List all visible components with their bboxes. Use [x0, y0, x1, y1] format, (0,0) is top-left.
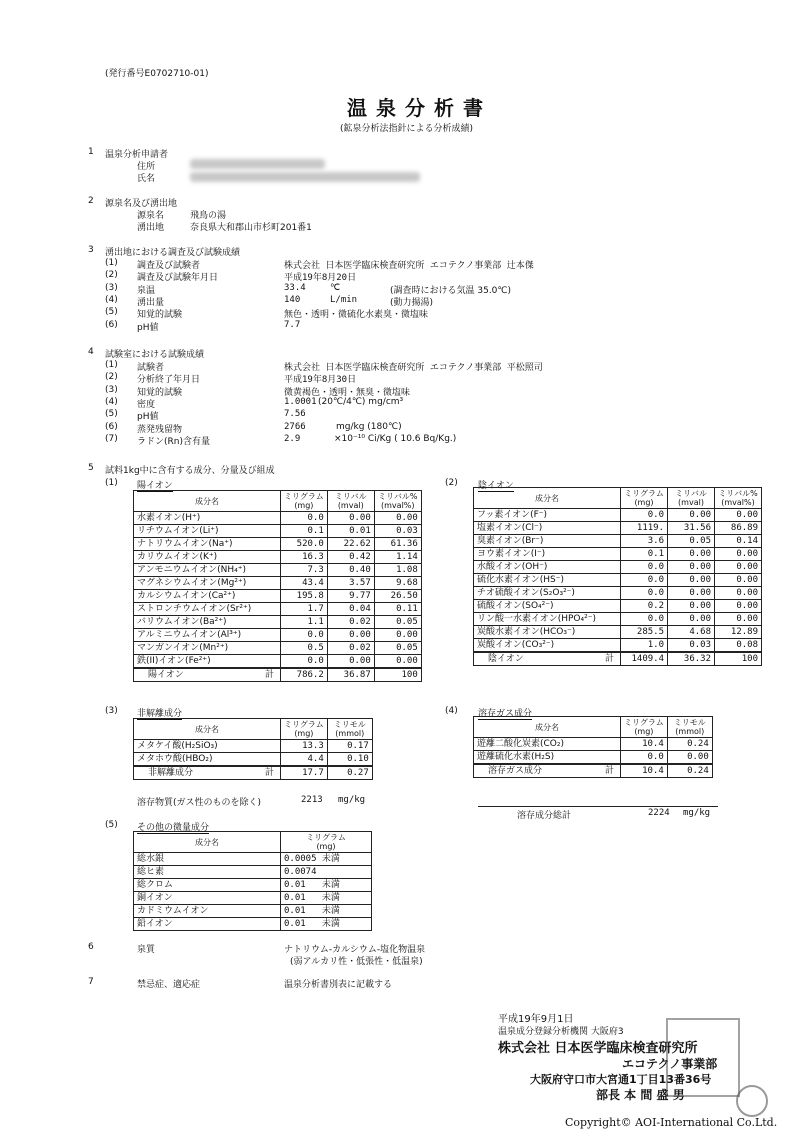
header-mg: ミリグラム (mg) [281, 832, 372, 853]
value-cell: 1.08 [374, 564, 421, 577]
dissolved-label: 溶存物質(ガス性のものを除く) [137, 798, 262, 808]
row-label: 蒸発残留物 [137, 424, 183, 435]
value-cell: 1.14 [374, 551, 421, 564]
value-cell: 0.00 [715, 613, 762, 626]
total-value-cell: 0.24 [667, 764, 712, 778]
value-cell: 0.00 [668, 509, 715, 522]
cations-title: 陽イオン [137, 478, 173, 492]
total-row [474, 652, 762, 666]
row-label: pH値 [137, 412, 159, 423]
value-cell: 0.00 [715, 574, 762, 587]
company-address: 大阪府守口市大宮通1丁目13番36号 [530, 1073, 712, 1086]
row-number: (1) [105, 360, 118, 370]
name-label: 氏名 [137, 174, 156, 184]
table-row [474, 738, 713, 751]
component-cell: 水素イオン(H⁺) [134, 512, 281, 525]
value-cell: 3.6 [621, 535, 668, 548]
row-number: (2) [105, 372, 118, 383]
value-cell: 195.8 [281, 590, 328, 603]
value-cell: 0.00 [327, 655, 374, 669]
row-label: 調査及び試験年月日 [137, 273, 219, 284]
value-cell: 12.89 [715, 626, 762, 639]
value-cell: 1.1 [281, 616, 328, 629]
value-cell: 0.10 [327, 753, 372, 767]
header-component: 成分名 [134, 719, 281, 740]
value-cell: 4.68 [668, 626, 715, 639]
total-row [474, 764, 713, 778]
value-cell: 0.00 [374, 512, 421, 525]
total-label-cell: 陰イオン 計 [474, 652, 621, 666]
header-component: 成分名 [134, 491, 281, 512]
row-number: (5) [105, 307, 118, 318]
table-row [474, 613, 762, 626]
header-mg: ミリグラム (mg) [621, 717, 668, 738]
value-cell: 9.77 [327, 590, 374, 603]
value-cell: 0.00 [667, 751, 712, 765]
table-row [134, 740, 373, 753]
company-name: 株式会社 日本医学臨床検査研究所 [498, 1041, 698, 1056]
value-cell: 0.11 [374, 603, 421, 616]
document-number: (発行番号E0702710-01) [105, 69, 209, 79]
value-cell: 0.00 [374, 655, 421, 669]
header-component: 成分名 [474, 717, 621, 738]
value-cell: 22.62 [327, 538, 374, 551]
value-cell: 0.0 [621, 751, 668, 765]
section-title: 源泉名及び湧出地 [105, 199, 178, 209]
row-number: (3) [105, 384, 118, 395]
subsection-number: (4) [445, 706, 458, 716]
value-cell: 0.03 [374, 525, 421, 538]
subsection-number: (1) [105, 478, 118, 488]
row-number: (1) [105, 258, 118, 268]
table-row [134, 892, 372, 905]
total-value-cell: 17.7 [281, 766, 328, 780]
component-cell: 総水銀 [134, 853, 281, 866]
component-cell: 炭酸水素イオン(HCO₃⁻) [474, 626, 621, 639]
component-cell: 遊離硫化水素(H₂S) [474, 751, 621, 765]
value-cell: 0.02 [327, 642, 374, 655]
total-label-cell: 非解離成分 計 [134, 766, 281, 780]
dissolved-total-unit: mg/kg [683, 808, 711, 818]
location-label: 湧出地 [137, 223, 165, 233]
gas-table [473, 716, 713, 778]
row-number: (4) [105, 396, 118, 407]
value-cell: 0.00 [668, 561, 715, 574]
value-cell: 0.01 未満 [281, 905, 372, 918]
subsection-number: (2) [445, 478, 458, 488]
row-label: 知覚的試験 [137, 310, 183, 321]
row-value: 2766 [284, 421, 306, 432]
table-row [474, 600, 762, 613]
value-cell: 16.3 [281, 551, 328, 564]
section-number: 7 [88, 977, 94, 987]
registration: 温泉成分登録分析機関 大阪府3 [498, 1027, 624, 1037]
section-number: 5 [88, 463, 94, 473]
row-unit: ℃ [330, 282, 341, 293]
value-cell: 0.00 [327, 629, 374, 642]
value-cell: 0.00 [668, 613, 715, 626]
value-cell: 0.05 [374, 616, 421, 629]
value-cell: 0.00 [668, 600, 715, 613]
value-cell: 520.0 [281, 538, 328, 551]
table-row [474, 751, 713, 765]
total-sum-label: 計 [604, 766, 614, 776]
value-cell: 0.5 [281, 642, 328, 655]
value-cell: 4.4 [281, 753, 328, 767]
component-cell: メタホウ酸(HBO₂) [134, 753, 281, 767]
component-cell: 水酸イオン(OH⁻) [474, 561, 621, 574]
table-row [134, 616, 422, 629]
value-cell: 0.00 [668, 587, 715, 600]
row-label: 湧出量 [137, 297, 165, 308]
table-row [474, 639, 762, 653]
row-value: 1.0001 [284, 396, 317, 407]
component-cell: 総ヒ素 [134, 866, 281, 879]
component-cell: 遊離二酸化炭素(CO₂) [474, 738, 621, 751]
location-value: 奈良県大和郡山市杉町201番1 [190, 223, 312, 233]
address-label: 住所 [137, 162, 156, 172]
document-title: 温泉分析書 [347, 96, 492, 120]
value-cell: 0.01 未満 [281, 918, 372, 931]
value-cell: 0.00 [374, 629, 421, 642]
table-row [134, 512, 422, 525]
indications-label: 禁忌症、適応症 [137, 980, 201, 990]
section-title: 試験室における試験成績 [105, 350, 205, 360]
company-seal-stamp [666, 1018, 740, 1097]
nondissociated-table [133, 718, 373, 780]
value-cell: 0.05 [668, 535, 715, 548]
value-cell: 0.01 未満 [281, 892, 372, 905]
table-row [134, 918, 372, 931]
component-cell: 鉄(II)イオン(Fe²⁺) [134, 655, 281, 669]
subsection-number: (3) [105, 706, 118, 716]
value-cell: 0.00 [715, 509, 762, 522]
total-value-cell: 10.4 [621, 764, 668, 778]
row-label: pH値 [137, 322, 159, 333]
value-cell: 13.3 [281, 740, 328, 753]
value-cell: 0.05 [374, 642, 421, 655]
value-cell: 0.04 [327, 603, 374, 616]
table-row [134, 866, 372, 879]
component-cell: リチウムイオン(Li⁺) [134, 525, 281, 538]
component-cell: メタケイ酸(H₂SiO₃) [134, 740, 281, 753]
value-cell: 0.2 [621, 600, 668, 613]
section-title: 湧出地における調査及び試験成績 [105, 248, 241, 258]
value-cell: 0.0 [621, 561, 668, 574]
total-sum-label: 計 [264, 768, 274, 778]
section-number: 1 [88, 147, 94, 157]
component-cell: アンモニウムイオン(NH₄⁺) [134, 564, 281, 577]
value-cell: 0.00 [715, 548, 762, 561]
source-value: 飛鳥の湯 [190, 211, 227, 221]
row-number: (6) [105, 319, 118, 330]
row-value: 7.7 [284, 319, 301, 330]
header-mg: ミリグラム (mg) [621, 488, 668, 509]
spring-quality-value: ナトリウム-カルシウム-塩化物温泉 [284, 945, 426, 955]
signer: 部長 本 間 盛 男 [596, 1088, 685, 1102]
component-cell: 銅イオン [134, 892, 281, 905]
row-value: 株式会社 日本医学臨床検査研究所 エコテクノ事業部 平松照司 [284, 363, 543, 373]
component-cell: カリウムイオン(K⁺) [134, 551, 281, 564]
value-cell: 0.0005 未満 [281, 853, 372, 866]
component-cell: バリウムイオン(Ba²⁺) [134, 616, 281, 629]
section-number: 4 [88, 347, 94, 357]
dissolved-total-label: 溶存成分総計 [517, 811, 572, 821]
dissolved-total-value: 2224 [648, 808, 670, 818]
row-value: 7.56 [284, 409, 306, 420]
header-component: 成分名 [134, 832, 281, 853]
trace-table [133, 831, 372, 931]
component-cell: ストロンチウムイオン(Sr²⁺) [134, 603, 281, 616]
header-component: 成分名 [474, 488, 621, 509]
value-cell: 0.0 [281, 655, 328, 669]
value-cell: 0.0 [281, 629, 328, 642]
row-extra: (調査時における気温 35.0℃) [390, 285, 512, 296]
value-cell: 0.14 [715, 535, 762, 548]
row-label: 知覚的試験 [137, 387, 183, 398]
component-cell: チオ硫酸イオン(S₂O₃²⁻) [474, 587, 621, 600]
value-cell: 0.01 [327, 525, 374, 538]
table-row [134, 590, 422, 603]
table-row [134, 753, 373, 767]
value-cell: 0.02 [327, 616, 374, 629]
table-row [134, 655, 422, 669]
table-row [474, 535, 762, 548]
value-cell: 0.0 [621, 613, 668, 626]
header-mmol: ミリモル (mmol) [667, 717, 712, 738]
table-row [134, 551, 422, 564]
row-value: 無色・透明・微硫化水素臭・微塩味 [284, 310, 429, 321]
component-cell: 塩素イオン(Cl⁻) [474, 522, 621, 535]
redacted-name [190, 172, 420, 182]
component-cell: ヨウ素イオン(I⁻) [474, 548, 621, 561]
value-cell: 0.00 [715, 561, 762, 574]
row-value: 平成19年8月20日 [284, 273, 357, 284]
total-value-cell: 0.27 [327, 766, 372, 780]
table-row [474, 548, 762, 561]
dissolved-unit: mg/kg [338, 795, 366, 805]
table-row [134, 879, 372, 892]
total-value-cell: 36.87 [327, 668, 374, 682]
value-cell: 0.00 [715, 600, 762, 613]
header-mvalpct: ミリバル% (mval%) [715, 488, 762, 509]
value-cell: 0.40 [327, 564, 374, 577]
header-mval: ミリバル (mval) [668, 488, 715, 509]
subsection-number: (5) [105, 820, 118, 830]
value-cell: 0.00 [327, 512, 374, 525]
section-number: 2 [88, 196, 94, 206]
value-cell: 0.03 [668, 639, 715, 653]
value-cell: 86.89 [715, 522, 762, 535]
row-extra: ×10⁻¹⁰ Ci/Kg ( 10.6 Bq/Kg.) [334, 433, 457, 444]
component-cell: カドミウムイオン [134, 905, 281, 918]
table-row [134, 853, 372, 866]
total-row [134, 766, 373, 780]
component-cell: 硫化水素イオン(HS⁻) [474, 574, 621, 587]
row-label: 分析終了年月日 [137, 375, 201, 386]
row-value: 株式会社 日本医学臨床検査研究所 エコテクノ事業部 辻本傑 [284, 261, 534, 271]
component-cell: カルシウムイオン(Ca²⁺) [134, 590, 281, 603]
row-number: (7) [105, 433, 118, 444]
row-extra: (動力揚湯) [390, 297, 434, 308]
row-number: (3) [105, 282, 118, 293]
value-cell: 0.00 [668, 574, 715, 587]
spring-quality-label: 泉質 [137, 945, 156, 955]
component-cell: リン酸一水素イオン(HPO₄²⁻) [474, 613, 621, 626]
dissolved-total-rule [478, 806, 718, 807]
table-row [134, 629, 422, 642]
total-sum-label: 計 [264, 670, 274, 680]
value-cell: 0.42 [327, 551, 374, 564]
total-value-cell: 1409.4 [621, 652, 668, 666]
total-value-cell: 786.2 [281, 668, 328, 682]
division-name: エコテクノ事業部 [622, 1057, 718, 1071]
table-row [134, 577, 422, 590]
header-mmol: ミリモル (mmol) [327, 719, 372, 740]
value-cell: 9.68 [374, 577, 421, 590]
header-mval: ミリバル (mval) [327, 491, 374, 512]
row-label: 試験者 [137, 363, 165, 373]
row-label: 調査及び試験者 [137, 261, 201, 271]
value-cell: 7.3 [281, 564, 328, 577]
indications-value: 温泉分析書別表に記載する [284, 980, 393, 990]
row-label: 密度 [137, 399, 156, 410]
value-cell: 0.01 未満 [281, 879, 372, 892]
value-cell: 0.00 [715, 587, 762, 600]
cation-table [133, 490, 422, 682]
component-cell: フッ素イオン(F⁻) [474, 509, 621, 522]
table-row [474, 561, 762, 574]
value-cell: 61.36 [374, 538, 421, 551]
value-cell: 0.08 [715, 639, 762, 653]
value-cell: 0.17 [327, 740, 372, 753]
row-number: (2) [105, 270, 118, 281]
component-cell: マンガンイオン(Mn²⁺) [134, 642, 281, 655]
row-value: 微黄褐色・透明・無臭・微塩味 [284, 387, 411, 398]
table-row [474, 587, 762, 600]
row-label: ラドン(Rn)含有量 [137, 436, 210, 447]
table-row [474, 509, 762, 522]
value-cell: 0.1 [281, 525, 328, 538]
value-cell: 0.00 [668, 548, 715, 561]
total-row [134, 668, 422, 682]
row-extra: mg/kg (180℃) [336, 421, 402, 432]
total-value-cell: 100 [374, 668, 421, 682]
gas-title: 溶存ガス成分 [478, 706, 532, 720]
header-mg: ミリグラム (mg) [281, 719, 328, 740]
row-extra: (20℃/4℃) mg/cm³ [318, 396, 404, 407]
value-cell: 1.0 [621, 639, 668, 653]
value-cell: 1.7 [281, 603, 328, 616]
redacted-address [190, 159, 325, 169]
value-cell: 0.0 [621, 509, 668, 522]
source-label: 源泉名 [137, 211, 165, 221]
component-cell: 鉛イオン [134, 918, 281, 931]
value-cell: 0.1 [621, 548, 668, 561]
total-label-cell: 溶存ガス成分 計 [474, 764, 621, 778]
row-value: 33.4 [284, 282, 306, 293]
table-row [134, 525, 422, 538]
section-title: 温泉分析申請者 [105, 150, 169, 160]
document-subtitle: (鉱泉分析法指針による分析成績) [340, 124, 474, 134]
table-row [134, 905, 372, 918]
row-value: 2.9 [284, 433, 301, 444]
total-value-cell: 36.32 [668, 652, 715, 666]
row-value: 140 [284, 294, 301, 305]
total-label-cell: 陽イオン 計 [134, 668, 281, 682]
value-cell: 1119. [621, 522, 668, 535]
component-cell: 硫酸イオン(SO₄²⁻) [474, 600, 621, 613]
component-cell: ナトリウムイオン(Na⁺) [134, 538, 281, 551]
value-cell: 0.0 [621, 587, 668, 600]
total-sum-label: 計 [604, 654, 614, 664]
component-cell: 総クロム [134, 879, 281, 892]
table-row [474, 522, 762, 535]
value-cell: 0.24 [667, 738, 712, 751]
section-number: 3 [88, 245, 94, 255]
table-row [474, 574, 762, 587]
value-cell: 10.4 [621, 738, 668, 751]
table-row [474, 626, 762, 639]
spring-quality-detail: (弱アルカリ性・低張性・低温泉) [290, 957, 423, 967]
value-cell: 0.0 [621, 574, 668, 587]
issue-date: 平成19年9月1日 [498, 1014, 574, 1025]
value-cell: 26.50 [374, 590, 421, 603]
row-value: 平成19年8月30日 [284, 375, 357, 386]
trace-title: その他の微量成分 [137, 820, 209, 834]
value-cell: 31.56 [668, 522, 715, 535]
table-row [134, 538, 422, 551]
value-cell: 285.5 [621, 626, 668, 639]
component-cell: 臭素イオン(Br⁻) [474, 535, 621, 548]
table-row [134, 603, 422, 616]
anion-table [473, 487, 762, 666]
dissolved-value: 2213 [301, 795, 323, 805]
row-label: 泉温 [137, 285, 156, 296]
value-cell: 0.0074 [281, 866, 372, 879]
component-cell: 炭酸イオン(CO₃²⁻) [474, 639, 621, 653]
row-unit: L/min [330, 294, 358, 305]
section-title: 試料1kg中に含有する成分、分量及び組成 [105, 466, 275, 476]
anions-title: 陰イオン [478, 478, 514, 492]
section-number: 6 [88, 942, 94, 952]
value-cell: 0.0 [281, 512, 328, 525]
row-number: (5) [105, 409, 118, 420]
nondissociated-title: 非解離成分 [137, 706, 182, 720]
component-cell: マグネシウムイオン(Mg²⁺) [134, 577, 281, 590]
table-row [134, 642, 422, 655]
personal-seal-stamp [736, 1085, 768, 1117]
value-cell: 43.4 [281, 577, 328, 590]
copyright: Copyright© AOI-International Co.Ltd. [565, 1116, 778, 1129]
value-cell: 3.57 [327, 577, 374, 590]
row-number: (6) [105, 421, 118, 432]
header-mg: ミリグラム (mg) [281, 491, 328, 512]
table-row [134, 564, 422, 577]
header-mvalpct: ミリバル% (mval%) [374, 491, 421, 512]
component-cell: アルミニウムイオン(Al³⁺) [134, 629, 281, 642]
total-value-cell: 100 [715, 652, 762, 666]
row-number: (4) [105, 294, 118, 305]
